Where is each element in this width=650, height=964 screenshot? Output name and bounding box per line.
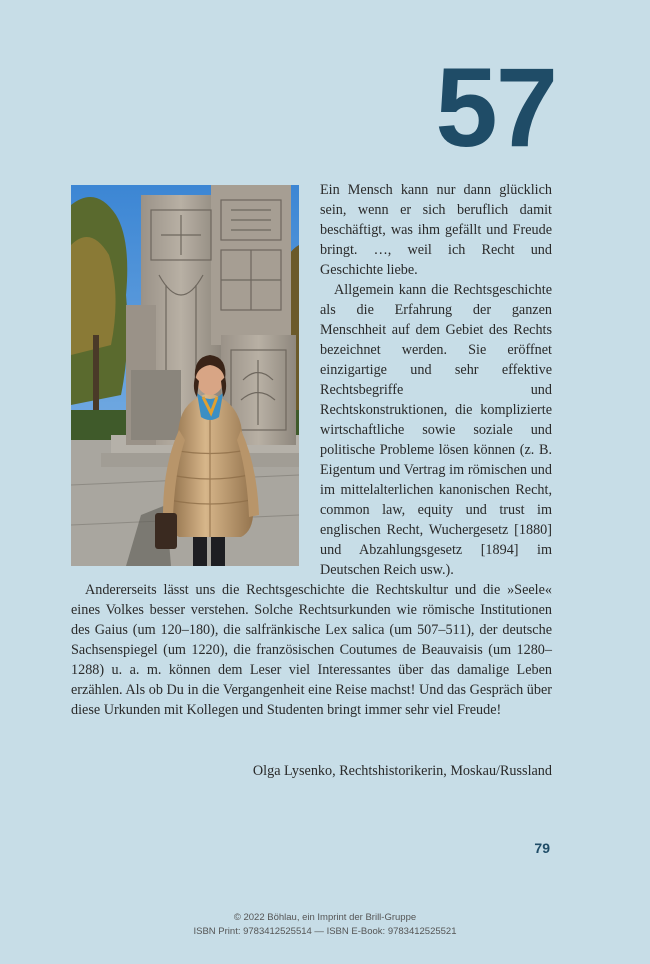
column-paragraph-1: Ein Mensch kann nur dann glücklich sein, wenn er sich beruflich damit beschäftigt, was ihm gefällt und Freude bringt. …, weil ich Recht und Geschichte liebe.	[320, 182, 552, 278]
text-column	[320, 180, 552, 580]
portrait-photo	[71, 185, 299, 566]
author-signature: Olga Lysenko, Rechtshistorikerin, Moskau/Russland	[252, 763, 552, 779]
chapter-number: 57	[435, 45, 556, 170]
footer-copyright: © 2022 Böhlau, ein Imprint der Brill-Gruppe	[233, 912, 417, 923]
footer-isbn: ISBN Print: 9783412525514 — ISBN E-Book: 9783412525521	[193, 926, 457, 937]
column-paragraph-2: Allgemein kann die Rechtsgeschichte als die Erfahrung der ganzen Menschheit auf dem Gebiet des Rechts bezeichnet werden. Sie eröffnet einzigartige und sehr effektive Rechtsbegriffe und Rechtskonstruktionen, die komplizierte wirtschaftliche sowie soziale und politische Probleme lösen können (z. B. Eigentum und Vertrag im römischen und im mittelalterlichen kanonischen Recht, common law, equity und trust im englischen Recht, Wuchergesetz [1880] und Abzahlungsgesetz [1894] im Deutschen Reich usw.).	[320, 282, 552, 578]
full-width-paragraph: Andererseits lässt uns die Rechtsgeschichte die Rechtskultur und die »Seele« eines Volkes besser verstehen. Solche Rechtsurkunden wie römische Institutionen des Gaius (um 120–180), die salfränkische Lex salica (um 507–511), der deutsche Sachsenspiegel (um 1220), die französischen Coutumes de Beauvaisis (um 1280–1288) u. a. m. können dem Leser viel Interessantes über das damalige Leben erzählen. Als ob Du in die Vergangenheit eine Reise machst! Und das Gespräch über diese Urkunden mit Kollegen und Studenten bringt immer sehr viel Freude!	[71, 582, 552, 718]
portrait-photo-icon	[71, 185, 299, 566]
page-footer	[0, 911, 650, 939]
page-number: 79	[534, 840, 550, 856]
